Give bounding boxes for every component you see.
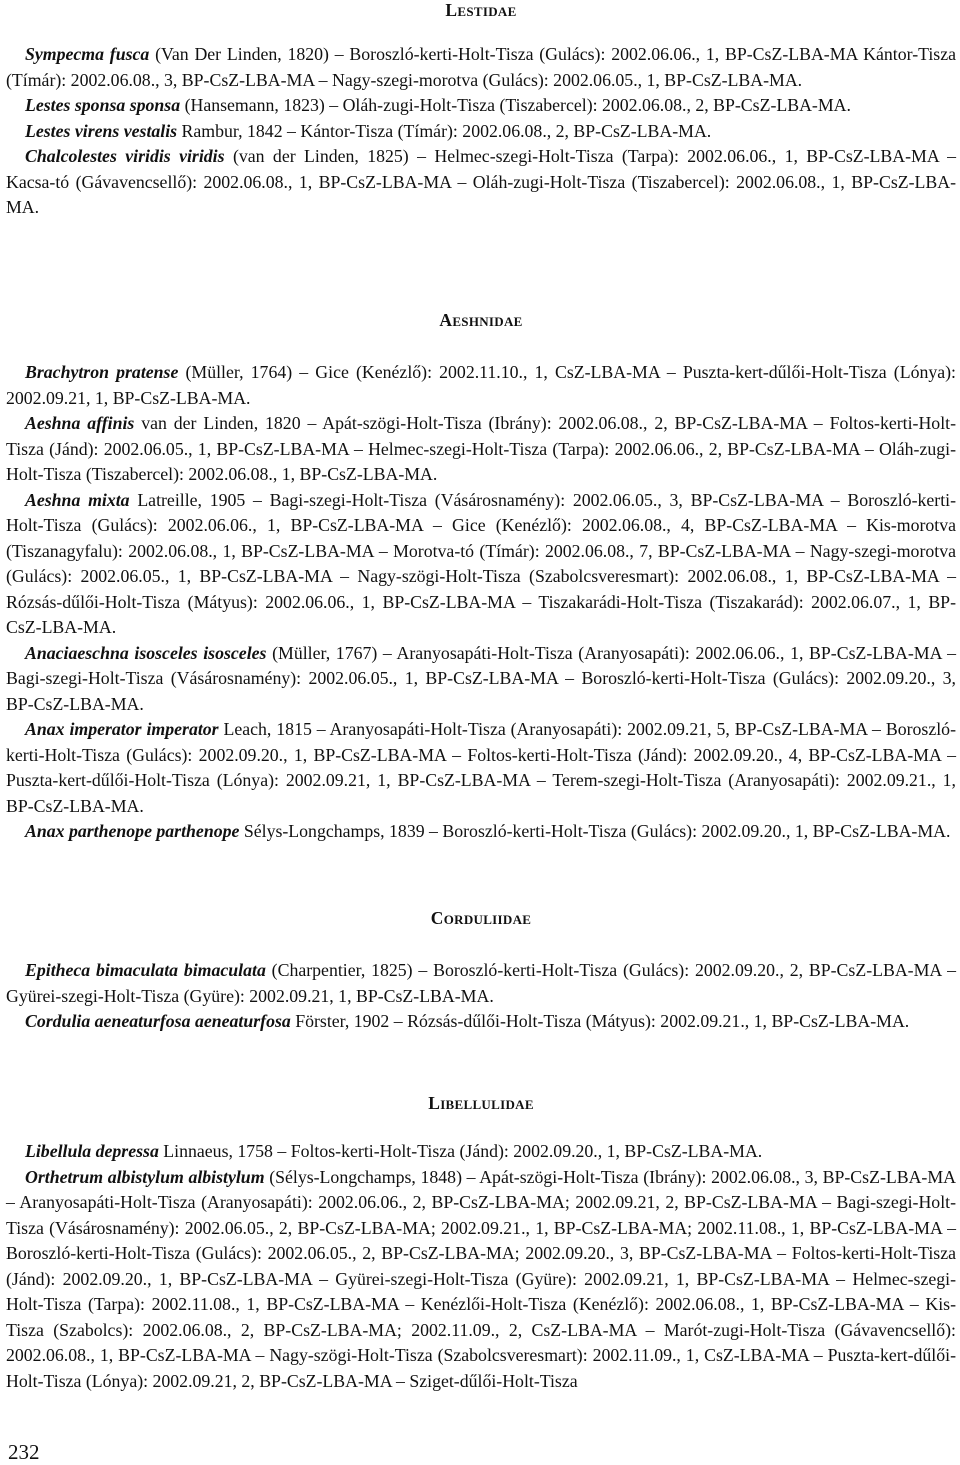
family-heading-text: LIBELLULIDAE (428, 1093, 534, 1113)
species-entry (6, 1165, 956, 1395)
species-name: Sympecma fusca (25, 44, 150, 64)
species-records: van der Linden, 1820 – Apát-szögi-Holt-Tisza (Ibrány): 2002.06.08., 2, BP-CsZ-LBA-MA – Foltos-kerti-Holt-Tisza (Jánd): 2002.06.05., 1, BP-CsZ-LBA-MA – Helmec-szegi-Holt-Tisza (Tarpa): 2002.06.06., 2, BP-CsZ-LBA-MA – Oláh-zugi-Holt-Tisza (Tiszabercel): 2002.06.08., 1, BP-CsZ-LBA-MA. (6, 413, 957, 484)
species-entry (6, 819, 956, 845)
species-entry (6, 717, 956, 819)
species-name: Epitheca bimaculata bimaculata (25, 960, 266, 980)
species-records: (Müller, 1767) – Aranyosapáti-Holt-Tisza (Aranyosapáti): 2002.06.06., 1, BP-CsZ-LBA-MA – Bagi-szegi-Holt-Tisza (Vásárosnamény): 2002.06.05., 1, BP-CsZ-LBA-MA – Boroszló-kerti-Holt-Tisza (Gulács): 2002.09.20., 3, BP-CsZ-LBA-MA. (6, 642, 956, 714)
section-lestidae (6, 42, 956, 221)
species-records: Leach, 1815 – Aranyosapáti-Holt-Tisza (Aranyosapáti): 2002.09.21, 5, BP-CsZ-LBA-MA – Boroszló-kerti-Holt-Tisza (Gulács): 2002.09.20., 1, BP-CsZ-LBA-MA – Foltos-kerti-Holt-Tisza (Jánd): 2002.09.20., 4, BP-CsZ-LBA-MA – Puszta-kert-dűlői-Holt-Tisza (Lónya): 2002.09.21, 1, BP-CsZ-LBA-MA – Terem-szegi-Holt-Tisza (Aranyosapáti): 2002.09.21., 1, BP-CsZ-LBA-MA. (6, 719, 956, 816)
family-heading-aeshnidae (6, 310, 956, 331)
species-records: (Müller, 1764) – Gice (Kenézlő): 2002.11.10., 1, CsZ-LBA-MA – Puszta-kert-dűlői-Holt-Tisza (Lónya): 2002.09.21, 1, BP-CsZ-LBA-MA. (6, 362, 956, 408)
species-records: Linnaeus, 1758 – Foltos-kerti-Holt-Tisza (Jánd): 2002.09.20., 1, BP-CsZ-LBA-MA. (158, 1141, 763, 1161)
family-heading-libellulidae (6, 1093, 956, 1114)
species-name: Orthetrum albistylum albistylum (25, 1166, 265, 1187)
species-records: (Hansemann, 1823) – Oláh-zugi-Holt-Tisza (Tiszabercel): 2002.06.08., 2, BP-CsZ-LBA-MA. (180, 95, 851, 115)
family-heading-text: LESTIDAE (445, 0, 517, 20)
family-heading-text: CORDULIIDAE (430, 908, 532, 928)
species-entry (6, 641, 956, 718)
species-records: Latreille, 1905 – Bagi-szegi-Holt-Tisza (Vásárosnamény): 2002.06.05., 3, BP-CsZ-LBA-MA – Boroszló-kerti-Holt-Tisza (Gulács): 2002.06.06., 1, BP-CsZ-LBA-MA – Gice (Kenézlő): 2002.06.08., 4, BP-CsZ-LBA-MA – Kis-morotva (Tiszanagyfalu): 2002.06.08., 1, BP-CsZ-LBA-MA – Morotva-tó (Tímár): 2002.06.08., 7, BP-CsZ-LBA-MA – Nagy-szegi-morotva (Gulács): 2002.06.05., 1, BP-CsZ-LBA-MA – Nagy-szögi-Holt-Tisza (Szabolcsveresmart): 2002.06.08., 1, BP-CsZ-LBA-MA – Rózsás-dűlői-Holt-Tisza (Mátyus): 2002.06.06., 1, BP-CsZ-LBA-MA – Tiszakarádi-Holt-Tisza (Tiszakarád): 2002.06.07., 1, BP-CsZ-LBA-MA. (6, 489, 956, 637)
species-name: Anax parthenope parthenope (25, 821, 240, 841)
species-entry (6, 93, 956, 119)
family-heading-corduliidae (6, 908, 956, 929)
species-records: Sélys-Longchamps, 1839 – Boroszló-kerti-Holt-Tisza (Gulács): 2002.09.20., 1, BP-CsZ-LBA-MA. (239, 821, 951, 841)
species-entry (6, 119, 956, 145)
species-records: Förster, 1902 – Rózsás-dűlői-Holt-Tisza (Mátyus): 2002.09.21., 1, BP-CsZ-LBA-MA. (290, 1011, 910, 1031)
species-name: Anaciaeschna isosceles isosceles (25, 642, 267, 663)
species-name: Brachytron pratense (25, 362, 179, 382)
section-aeshnidae (6, 360, 956, 845)
species-entry (6, 1139, 956, 1165)
species-records: (Van Der Linden, 1820) – Boroszló-kerti-Holt-Tisza (Gulács): 2002.06.06., 1, BP-CsZ-LBA-MA Kántor-Tisza (Tímár): 2002.06.08., 3, BP-CsZ-LBA-MA – Nagy-szegi-morotva (Gulács): 2002.06.05., 1, BP-CsZ-LBA-MA. (6, 44, 957, 90)
section-corduliidae (6, 958, 956, 1035)
species-records: (Charpentier, 1825) – Boroszló-kerti-Holt-Tisza (Gulács): 2002.09.20., 2, BP-CsZ-LBA-MA – Gyürei-szegi-Holt-Tisza (Gyüre): 2002.09.21, 1, BP-CsZ-LBA-MA. (6, 960, 956, 1006)
species-entry (6, 144, 956, 221)
section-libellulidae (6, 1139, 956, 1394)
species-name: Lestes sponsa sponsa (25, 95, 181, 115)
species-name: Aeshna mixta (25, 489, 130, 510)
species-entry (6, 411, 956, 488)
species-name: Aeshna affinis (25, 413, 135, 433)
species-name: Anax imperator imperator (25, 719, 219, 739)
species-name: Libellula depressa (25, 1141, 159, 1161)
species-name: Chalcolestes viridis viridis (25, 146, 225, 166)
species-entry (6, 1009, 956, 1035)
species-entry (6, 360, 956, 411)
species-records: Rambur, 1842 – Kántor-Tisza (Tímár): 2002.06.08., 2, BP-CsZ-LBA-MA. (177, 120, 712, 141)
family-heading-text: AESHNIDAE (439, 310, 523, 330)
species-entry (6, 42, 956, 93)
family-heading-lestidae (6, 0, 956, 21)
species-name: Lestes virens vestalis (25, 120, 178, 141)
species-name: Cordulia aeneaturfosa aeneaturfosa (25, 1011, 291, 1031)
species-records: (Sélys-Longchamps, 1848) – Apát-szögi-Holt-Tisza (Ibrány): 2002.06.08., 3, BP-CsZ-LBA-MA – Aranyosapáti-Holt-Tisza (Aranyosapáti): 2002.06.06., 2, BP-CsZ-LBA-MA; 2002.09.21, 2, BP-CsZ-LBA-MA – Bagi-szegi-Holt-Tisza (Vásárosnamény): 2002.06.05., 2, BP-CsZ-LBA-MA; 2002.09.21., 1, BP-CsZ-LBA-MA; 2002.11.08., 1, BP-CsZ-LBA-MA – Boroszló-kerti-Holt-Tisza (Gulács): 2002.06.05., 2, BP-CsZ-LBA-MA; 2002.09.20., 3, BP-CsZ-LBA-MA – Foltos-kerti-Holt-Tisza (Jánd): 2002.09.20., 1, BP-CsZ-LBA-MA – Gyürei-szegi-Holt-Tisza (Gyüre): 2002.09.21, 1, BP-CsZ-LBA-MA – Helmec-szegi-Holt-Tisza (Tarpa): 2002.11.08., 1, BP-CsZ-LBA-MA – Kenézlői-Holt-Tisza (Kenézlő): 2002.06.08., 1, BP-CsZ-LBA-MA – Kis-Tisza (Szabolcs): 2002.06.08., 2, BP-CsZ-LBA-MA; 2002.11.09., 2, CsZ-LBA-MA – Marót-zugi-Holt-Tisza (Gávavencsellő): 2002.06.08., 1, BP-CsZ-LBA-MA – Nagy-szögi-Holt-Tisza (Szabolcsveresmart): 2002.11.09., 1, CsZ-LBA-MA – Puszta-kert-dűlői-Holt-Tisza (Lónya): 2002.09.21, 2, BP-CsZ-LBA-MA – Sziget-dűlői-Holt-Tisza (6, 1166, 956, 1391)
species-records: (van der Linden, 1825) – Helmec-szegi-Holt-Tisza (Tarpa): 2002.06.06., 1, BP-CsZ-LBA-MA – Kacsa-tó (Gávavencsellő): 2002.06.08., 1, BP-CsZ-LBA-MA – Oláh-zugi-Holt-Tisza (Tiszabercel): 2002.06.08., 1, BP-CsZ-LBA-MA. (6, 146, 956, 217)
species-entry (6, 488, 956, 641)
page-number: 232 (8, 1440, 40, 1464)
species-entry (6, 958, 956, 1009)
